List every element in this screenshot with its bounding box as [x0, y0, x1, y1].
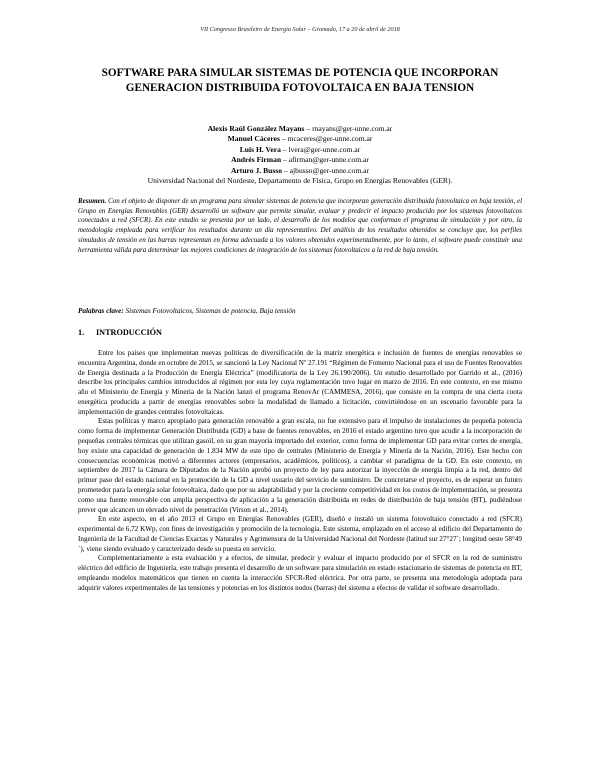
body-paragraph: En este aspecto, en el año 2013 el Grupo en Energías Renovables (GER), diseñó e instaló un sistema fotovoltaico conectado a red (SFCR) experimental de 6,72 KWp, con fines de investigación y promoción de la tecnología. Este sistema, emplazado en el acceso al edificio del Departamento de Ingeniería de la Facultad de Ciencias Exactas y Naturales y Agrimensura de la Universidad Nacional del Nordeste (latitud sur 27°27´; longitud oeste 58°49´), viene siendo evaluado y caracterizado desde su puesta en servicio.	[78, 515, 522, 553]
abstract-label: Resumen.	[78, 197, 107, 205]
author-name: Manuel Cáceres	[227, 134, 280, 144]
affiliation: Universidad Nacional del Nordeste, Departamento de Física, Grupo en Energías Renovables (GER).	[147, 176, 453, 186]
author-email: – mcaceres@ger-unne.com.ar	[281, 134, 373, 144]
body-paragraph: Complementariamente a esta evaluación y a efectos, de simular, predecir y evaluar el impacto producido por el SFCR en la red de suministro eléctrico del edificio de Ingeniería, este trabajo presenta el desarrollo de un software para simulación en estado estacionario de sistemas de potencia en BT, empleando modelos matemáticos que tienen en cuenta la interacción SFCR-Red eléctrica. Por otra parte, se presenta una metodología adoptada para adquirir valores experimentales de las tensiones y potencias en los distintos nodos (barras) del sistema a efectos de validar el software desarrollado.	[78, 554, 522, 592]
paper-title: SOFTWARE PARA SIMULAR SISTEMAS DE POTENCIA QUE INCORPORAN GENERACION DISTRIBUIDA FOTOVOLTAICA EN BAJA TENSION	[101, 67, 499, 94]
author-line	[90, 145, 510, 155]
section-number: 1.	[78, 328, 85, 337]
body-paragraph: Entre los países que implementan nuevas políticas de diversificación de la matriz energética e inclusión de fuentes de energías renovables se encuentra Argentina, donde en octubre de 2015, se sancionó la Ley Nacional Nº 27.191 “Régimen de Fomento Nacional para el uso de Fuentes Renovables de Energía destinada a la Producción de Energía Eléctrica” (modificatoria de la Ley 26.190/2006). Un estudio desarrollado por Garrido et al., (2016) describe los principales cambios introducidos al régimen por esta ley cuya reglamentación tuvo lugar en marzo de 2016. En este contexto, en ese mismo año el Ministerio de Energía y Minería de la Nación lanzó el programa RenovAr (CAMMESA, 2016), que consiste en la compra de una cierta cuota energética producida a partir de energías renovables sobre la modalidad de llamado a licitación, convirtiéndose en un escenario favorable para la implementación de grandes centrales fotovoltaicas.	[78, 349, 522, 416]
author-name: Luis H. Vera	[239, 144, 281, 154]
author-line	[90, 166, 510, 176]
running-head: VII Congresso Brasileiro de Energia Solar – Gramado, 17 a 20 de abril de 2018	[200, 26, 400, 33]
author-name: Arturo J. Busso	[230, 165, 283, 175]
author-email: – rnayans@ger-unne.com.ar	[306, 124, 393, 133]
author-email: – ajbusso@ger-unne.com.ar	[283, 165, 370, 175]
section-title: INTRODUCCIÓN	[96, 328, 162, 337]
keywords-label: Palabras clave:	[78, 307, 124, 315]
author-line	[90, 124, 510, 134]
keywords	[78, 307, 522, 315]
author-name: Alexis Raúl González Mayans	[207, 124, 305, 133]
abstract	[78, 197, 522, 255]
author-line	[90, 155, 510, 165]
author-email: – afirman@ger-unne.com.ar	[283, 155, 369, 165]
body-paragraph: Estas políticas y marco apropiado para generación renovable a gran escala, no fue extensivo para el impulso de instalaciones de pequeña potencia como forma de implementar Generación Distribuida (GD) a base de fuentes renovables, en 2016 el estado argentino tuvo que acudir a la incorporación de pequeñas centrales térmicas que utilizan gasoil, en su gran mayoría importado del exterior, como forma de implementar GD para evitar cortes de energía, hoy existe una capacidad de generación de 1.834 MW de este tipo de centrales (Ministerio de Energía y Minería de la Nación, 2016). Este hecho con consecuencias económicas motivó a diferentes actores (empresarios, académicos, políticos), a cambiar el paradigma de la GD. En este contexto, en septiembre de 2017 la Cámara de Diputados de la Nación aprobó un proyecto de ley para autorizar la inyección de energía limpia a la red, dentro del primer paso del estado nacional en la promoción de la GD a nivel usuario del servicio de suministro. De concretarse el proyecto, es de esperar un futuro prometedor para la energía solar fotovoltaica, dado que por su adaptabilidad y por la creciente competitividad en los costos de implementación, se presenta como una fuente renovable con amplia perspectiva de aplicación a la generación distribuida en redes de distribución de baja tensión (BT), pudiéndose prever que alcancen un elevado nivel de penetración (Virson et al., 2014).	[78, 417, 522, 514]
author-block	[90, 124, 510, 186]
author-line	[90, 134, 510, 144]
body-text	[78, 349, 522, 594]
section-heading	[78, 328, 162, 337]
author-name: Andrés Firman	[231, 155, 282, 165]
keywords-text: Sistemas Fotovoltaicos, Sistemas de potencia, Baja tensión	[125, 307, 296, 315]
abstract-text: Con el objeto de disponer de un programa para simular sistemas de potencia que incorporan generación distribuida fotovoltaica en baja tensión, el Grupo en Energías Renovables (GER) desarrolló un software que permite simular, evaluar y predecir el impacto producido por los sistemas fotovoltaicos conectados a red (SFCR). En este estudio se presenta por un lado, el desarrollo de los modelos que conforman el programa de simulación y por otro, la metodología empleada para verificar los resultados durante un día representativo. Del análisis de los resultados obtenidos se concluye que, los perfiles simulados de tensión en las barras representan en forma adecuada a los valores obtenidos experimentalmente, por lo tanto, el software puede constituir una herramienta válida para determinar las mejores condiciones de integración de los sistemas fotovoltaicos a la red de baja tensión.	[78, 197, 523, 254]
author-email: – lvera@ger-unne.com.ar	[282, 144, 361, 154]
